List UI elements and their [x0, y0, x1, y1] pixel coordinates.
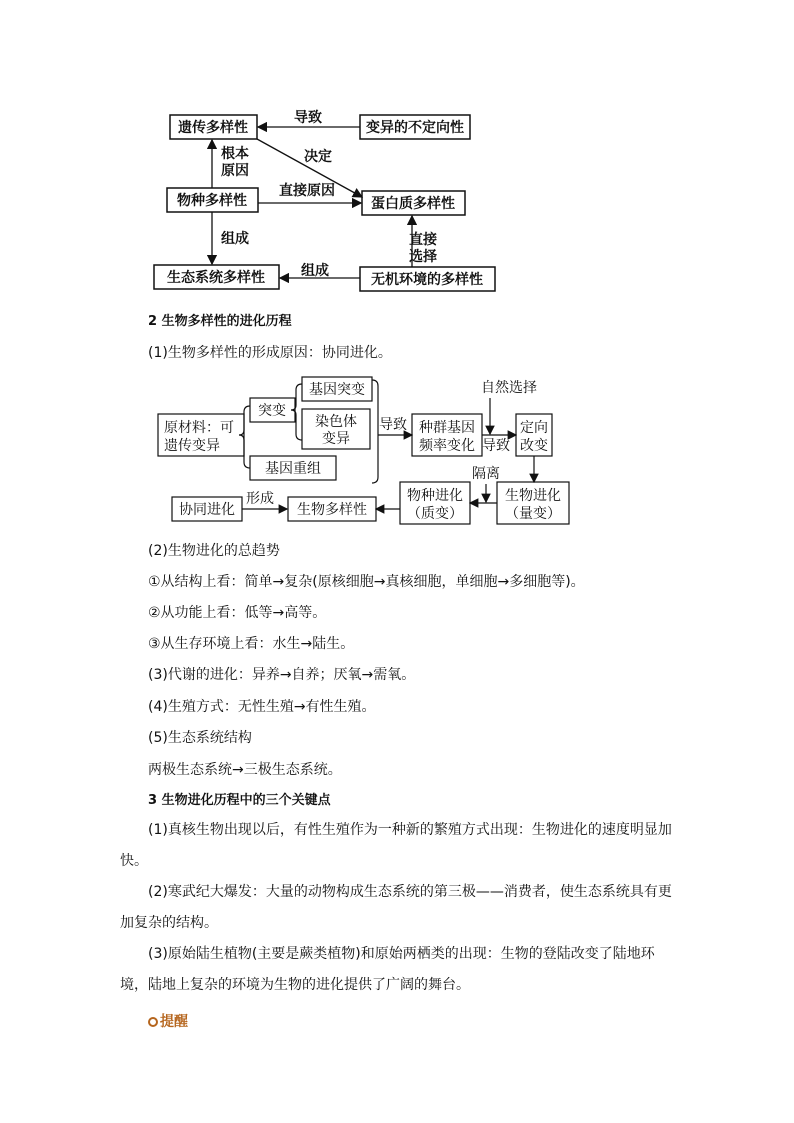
- tip-label: 提醒: [160, 1014, 188, 1030]
- label-cause: 导致: [294, 110, 322, 126]
- bio-evo-line-2: （量变）: [505, 506, 561, 522]
- bracket-mutation: [291, 384, 302, 440]
- node-species-diversity: 物种多样性: [177, 193, 247, 209]
- chromosome-line-1: 染色体: [315, 414, 357, 430]
- key-point-3: (3)原始陆生植物(主要是蕨类植物)和原始两栖类的出现：生物的登陆改变了陆地环境，陆地上复杂的环境为生物的进化提供了广阔的舞台。: [120, 946, 655, 993]
- label-direct-select-1: 直接: [409, 232, 437, 248]
- evolution-process-diagram: [150, 372, 580, 532]
- trend-structure: ①从结构上看：简单→复杂(原核细胞→真核细胞，单细胞→多细胞等)。: [148, 574, 585, 590]
- trend-function: ②从功能上看：低等→高等。: [148, 605, 327, 621]
- section-3-heading: 3 生物进化历程中的三个关键点: [148, 793, 331, 808]
- metabolism-evolution: (3)代谢的进化：异养→自养；厌氧→需氧。: [148, 667, 416, 683]
- lead-label-2: 导致: [482, 438, 510, 454]
- freq-line-1: 种群基因: [419, 420, 475, 436]
- isolation-label: 隔离: [472, 466, 500, 482]
- node-variation-undirected: 变异的不定向性: [366, 120, 464, 136]
- ecosystem-structure-text: 两极生态系统→三极生态系统。: [148, 762, 342, 778]
- trend-environment: ③从生存环境上看：水生→陆生。: [148, 636, 355, 652]
- biodiversity-label: 生物多样性: [297, 502, 367, 518]
- lead-label-1: 导致: [379, 417, 407, 433]
- label-root-1: 根本: [221, 146, 249, 162]
- form-label: 形成: [246, 491, 274, 507]
- node-genetic-diversity: 遗传多样性: [178, 120, 248, 136]
- section-2-heading: 2 生物多样性的进化历程: [148, 314, 292, 329]
- node-ecosystem-diversity: 生态系统多样性: [167, 270, 265, 286]
- mutation-label: 突变: [258, 403, 286, 419]
- recombination-label: 基因重组: [265, 461, 321, 477]
- reproduction-mode: (4)生殖方式：无性生殖→有性生殖。: [148, 699, 376, 715]
- node-protein-diversity: 蛋白质多样性: [371, 196, 455, 212]
- species-evo-line-1: 物种进化: [407, 488, 463, 504]
- label-compose-left: 组成: [221, 231, 249, 247]
- directed-line-2: 改变: [520, 438, 548, 454]
- chromosome-line-2: 变异: [322, 431, 350, 447]
- biodiversity-relation-diagram: [140, 100, 520, 300]
- bracket-right: [372, 380, 378, 483]
- tip-heading: [148, 1011, 188, 1031]
- freq-line-2: 频率变化: [419, 438, 475, 454]
- label-direct-cause: 直接原因: [279, 183, 335, 199]
- label-compose-bottom: 组成: [301, 263, 329, 279]
- natural-selection-label: 自然选择: [481, 380, 537, 396]
- coevolution-label: 协同进化: [179, 502, 235, 518]
- raw-material-line-2: 遗传变异: [164, 438, 220, 454]
- raw-material-line-1: 原材料：可: [164, 420, 234, 436]
- ecosystem-structure-heading: (5)生态系统结构: [148, 730, 252, 746]
- directed-line-1: 定向: [520, 420, 548, 436]
- bio-evo-line-1: 生物进化: [505, 488, 561, 504]
- key-point-2: (2)寒武纪大爆发：大量的动物构成生态系统的第三极——消费者，使生态系统具有更加复杂的结构。: [120, 884, 672, 931]
- trend-heading: (2)生物进化的总趋势: [148, 543, 280, 559]
- label-direct-select-2: 选择: [409, 249, 437, 265]
- gene-mutation-label: 基因突变: [309, 382, 365, 398]
- label-determine: 决定: [304, 149, 332, 165]
- circle-bullet-icon: [148, 1017, 158, 1027]
- node-abiotic-diversity: 无机环境的多样性: [371, 272, 483, 288]
- label-root-2: 原因: [221, 163, 249, 179]
- key-point-1: (1)真核生物出现以后，有性生殖作为一种新的繁殖方式出现：生物进化的速度明显加快。: [120, 822, 672, 869]
- species-evo-line-2: （质变）: [407, 506, 463, 522]
- section-2-item-1: (1)生物多样性的形成原因：协同进化。: [148, 345, 392, 361]
